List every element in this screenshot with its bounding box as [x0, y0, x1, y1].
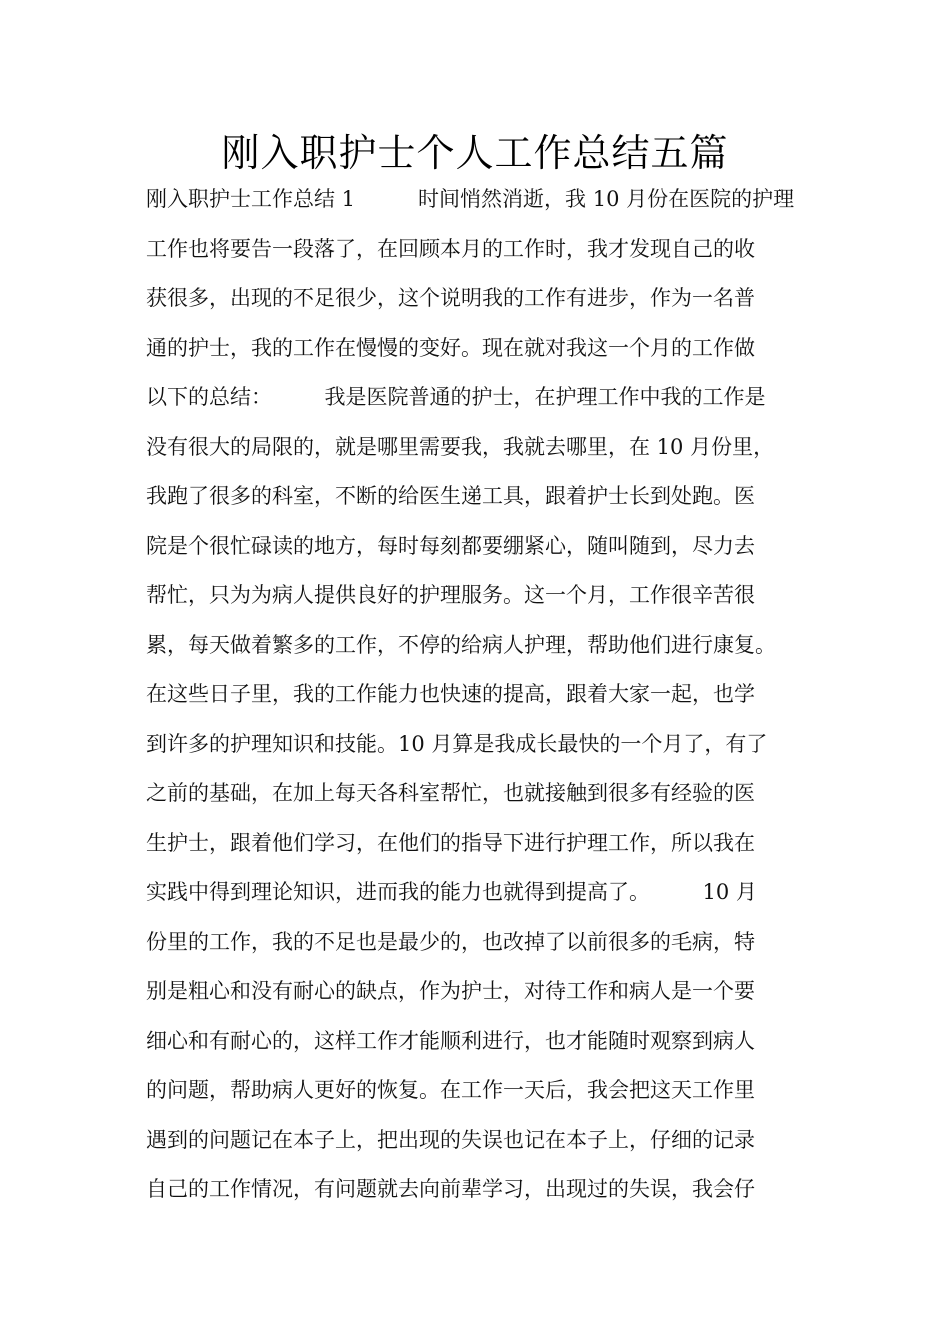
- body-line: 自己的工作情况，有问题就去向前辈学习，出现过的失误，我会仔: [146, 1177, 755, 1201]
- body-line: 工作也将要告一段落了，在回顾本月的工作时，我才发现自己的收: [146, 236, 755, 261]
- document-title: 刚入职护士个人工作总结五篇: [221, 131, 729, 175]
- body-line: 生护士，跟着他们学习，在他们的指导下进行护理工作，所以我在: [146, 830, 755, 855]
- body-line: 通的护士，我的工作在慢慢的变好。现在就对我这一个月的工作做: [146, 335, 755, 360]
- document-body: [146, 175, 846, 1215]
- body-line: 我跑了很多的科室，不断的给医生递工具，跟着护士长到处跑。医: [146, 484, 755, 508]
- body-line: 之前的基础，在加上每天各科室帮忙，也就接触到很多有经验的医: [146, 781, 755, 805]
- body-line: 细心和有耐心的，这样工作才能顺利进行，也才能随时观察到病人: [146, 1028, 755, 1053]
- body-line: 遇到的问题记在本子上，把出现的失误也记在本子上，仔细的记录: [146, 1127, 755, 1152]
- body-line: 的问题，帮助病人更好的恢复。在工作一天后，我会把这天工作里: [146, 1078, 755, 1102]
- body-line: 帮忙，只为为病人提供良好的护理服务。这一个月，工作很辛苦很: [146, 583, 755, 607]
- body-line: 刚入职护士工作总结 1 时间悄然消逝，我 10 月份在医院的护理: [146, 187, 795, 211]
- body-line: 实践中得到理论知识，进而我的能力也就得到提高了。 10 月: [146, 880, 757, 904]
- body-line: 没有很大的局限的，就是哪里需要我，我就去哪里，在 10 月份里，: [146, 434, 775, 459]
- body-line: 到许多的护理知识和技能。10 月算是我成长最快的一个月了，有了: [146, 731, 768, 756]
- body-line: 以下的总结： 我是医院普通的护士，在护理工作中我的工作是: [146, 385, 766, 409]
- body-line: 份里的工作，我的不足也是最少的，也改掉了以前很多的毛病，特: [146, 929, 755, 954]
- body-line: 累，每天做着繁多的工作，不停的给病人护理，帮助他们进行康复。: [146, 632, 776, 657]
- body-line: 别是粗心和没有耐心的缺点，作为护士，对待工作和病人是一个要: [146, 979, 755, 1003]
- body-line: 获很多，出现的不足很少，这个说明我的工作有进步，作为一名普: [146, 286, 755, 310]
- body-line: 院是个很忙碌读的地方，每时每刻都要绷紧心，随叫随到，尽力去: [146, 533, 755, 558]
- body-line: 在这些日子里，我的工作能力也快速的提高，跟着大家一起，也学: [146, 682, 755, 706]
